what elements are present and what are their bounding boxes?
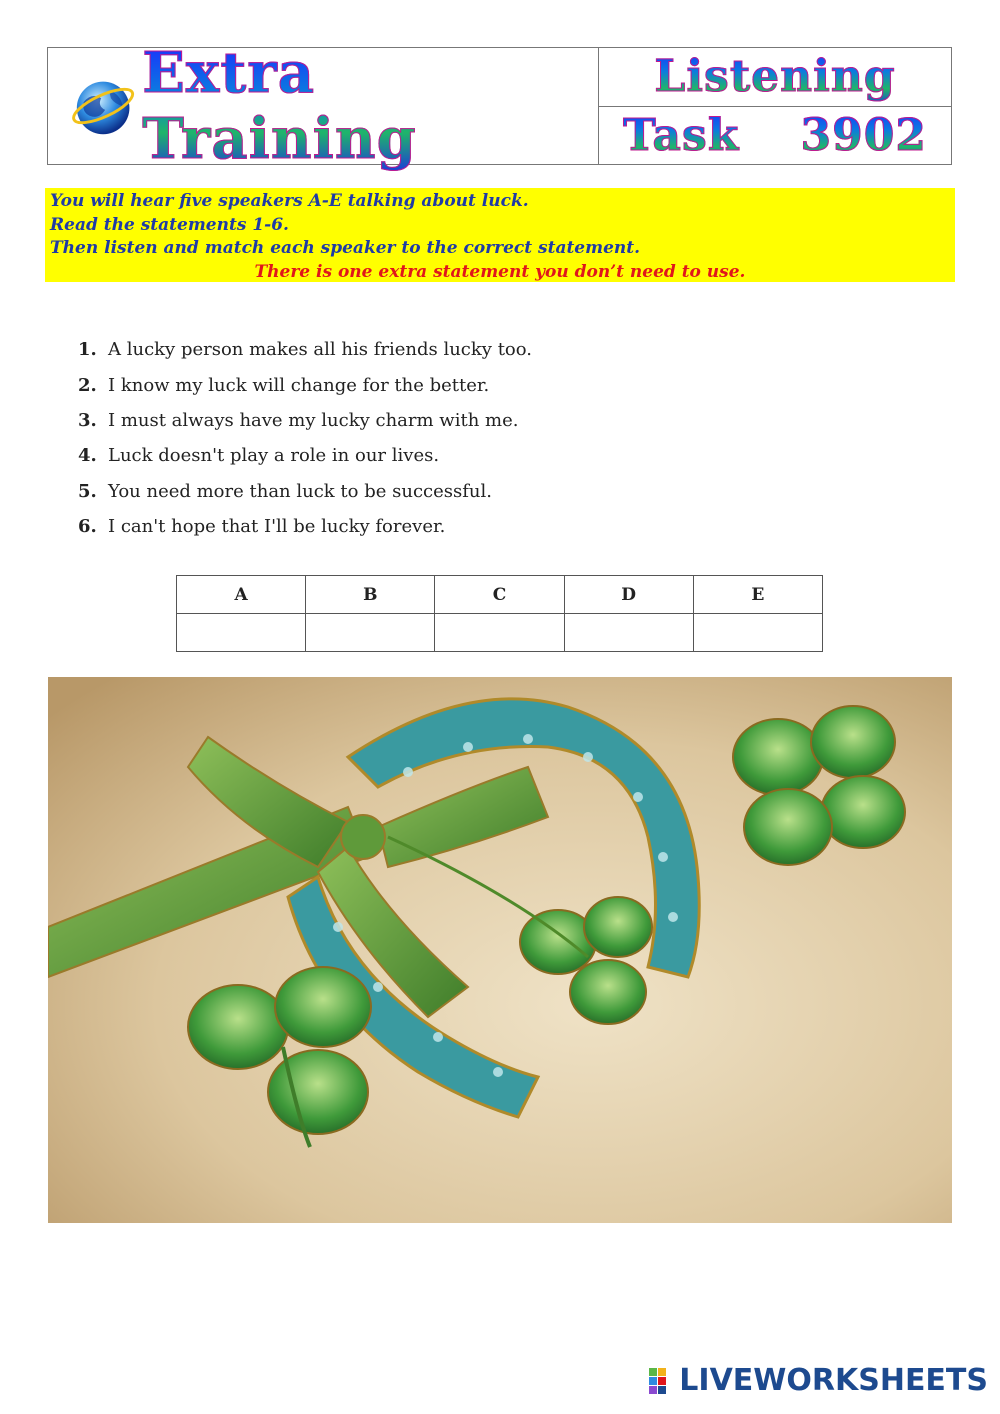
answer-header-row [177,576,823,614]
statement-number: 5. [78,480,97,502]
brand-area [48,40,599,172]
statement-item [78,438,532,473]
instruction-line: Then listen and match each speaker to the correct statement. [50,238,641,258]
instruction-note: There is one extra statement you don’t need to use. [254,261,746,282]
speaker-b-header: B [306,576,435,614]
instructions-box [45,188,955,282]
statement-number: 2. [78,374,97,396]
answer-table [176,575,823,652]
task-row [599,106,951,165]
globe-icon [70,72,136,140]
statement-text: I know my luck will change for the better. [108,374,490,396]
statement-number: 4. [78,445,97,467]
answer-cell-a[interactable] [177,614,306,652]
lucky-charm-illustration [48,677,952,1223]
task-number: 3902 [800,109,927,161]
task-label: Task [623,109,740,161]
speaker-a-header: A [177,576,306,614]
statement-item [78,509,532,544]
statement-text: You need more than luck to be successful. [108,480,492,502]
statement-text: I must always have my lucky charm with me. [108,409,519,431]
liveworksheets-logo-icon [649,1368,675,1394]
statement-item [78,367,532,402]
statement-item [78,403,532,438]
instruction-line: Read the statements 1-6. [50,214,289,235]
brand-title: Extra Training [142,40,598,172]
answer-cell-b[interactable] [306,614,435,652]
answer-cell-c[interactable] [435,614,564,652]
statement-text: Luck doesn't play a role in our lives. [108,445,440,467]
section-label: Listening [599,48,951,106]
statement-number: 6. [78,516,97,538]
answer-cell-d[interactable] [564,614,693,652]
statement-text: I can't hope that I'll be lucky forever. [108,516,446,538]
footer-brand [649,1363,988,1398]
task-info [599,48,951,164]
instruction-line: You will hear five speakers A-E talking about luck. [50,191,529,211]
statement-text: A lucky person makes all his friends lucky too. [108,339,533,361]
answer-cell-e[interactable] [693,614,822,652]
worksheet-header [47,40,952,172]
answer-input-row [177,614,823,652]
footer-brand-text: LIVEWORKSHEETS [679,1363,988,1398]
speaker-c-header: C [435,576,564,614]
statement-number: 1. [78,339,97,361]
speaker-e-header: E [693,576,822,614]
statement-list [78,332,532,544]
statement-item [78,332,532,367]
speaker-d-header: D [564,576,693,614]
statement-item [78,474,532,509]
statement-number: 3. [78,409,97,431]
